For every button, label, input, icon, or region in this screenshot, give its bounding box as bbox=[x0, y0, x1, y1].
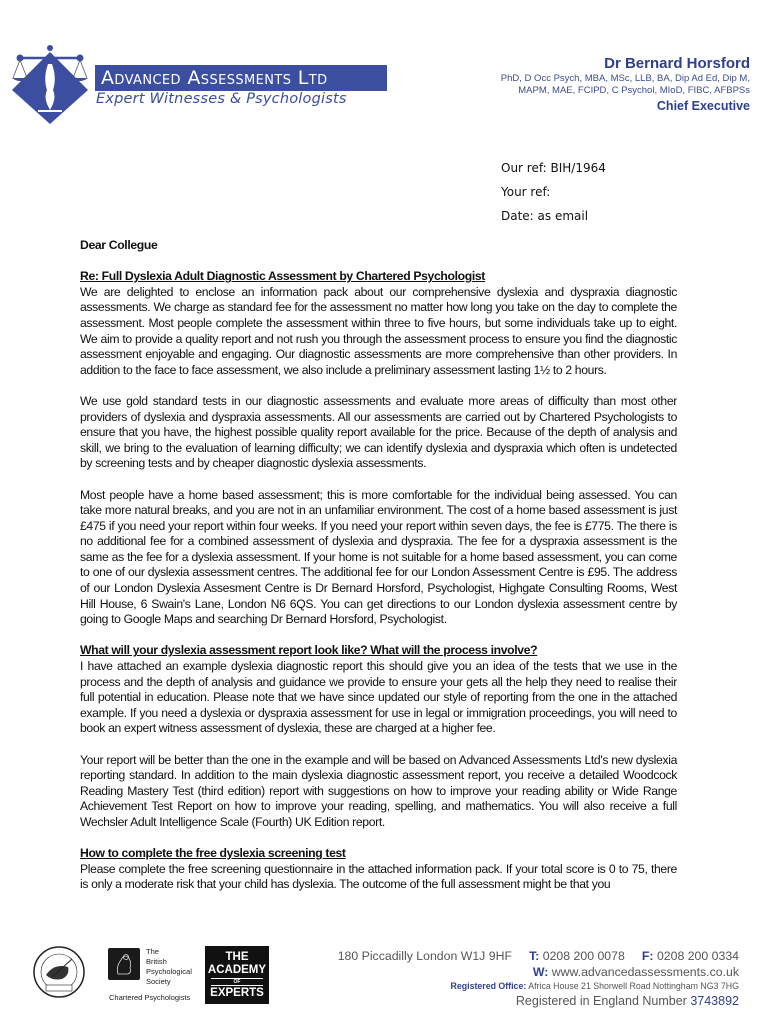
paragraph-intro: We are delighted to enclose an information pack about our comprehensive dyslexia and dyspraxia diagnostic assessments. We charge as standard fee for the assessment no matter how long you take on the day to complete the assessment. Most people complete the assessment within three to five hours, but some individuals take up to eight. We aim to provide a quality report and not rush you through the assessment process to ensure you find the diagnostic assessment enjoyable and engaging. Our diagnostic assessments are more comprehensive than other providers. In addition to the face to face assessment, we also include a preliminary assessment lasting 1½ to 2 hours. bbox=[80, 284, 677, 377]
website-link[interactable]: www.advancedassessments.co.uk bbox=[551, 965, 739, 979]
expert-witness-register-badge-icon bbox=[32, 945, 86, 999]
company-logo-icon bbox=[10, 38, 90, 124]
bps-logo-icon bbox=[108, 948, 140, 980]
company-tagline: Expert Witnesses & Psychologists bbox=[96, 91, 347, 107]
our-ref: Our ref: BIH/1964 bbox=[501, 161, 606, 175]
subject-heading: Re: Full Dyslexia Adult Diagnostic Assessment by Chartered Psychologist bbox=[80, 269, 485, 284]
executive-title: Chief Executive bbox=[656, 99, 750, 113]
executive-qualifications-2: MAPM, MAE, FCIPD, C Psychol, MIoD, FIBC, AFBPSs bbox=[518, 85, 750, 96]
your-ref: Your ref: bbox=[501, 185, 551, 199]
academy-of-experts-logo: THE ACADEMY OF EXPERTS bbox=[205, 946, 269, 1004]
section-heading-report: What will your dyslexia assessment report look like? What will the process involve? bbox=[80, 643, 538, 658]
tel-number[interactable]: 0208 200 0078 bbox=[542, 949, 625, 963]
fax-label: F: bbox=[641, 949, 654, 963]
letter-body bbox=[80, 238, 677, 893]
salutation: Dear Collegue bbox=[80, 238, 158, 252]
fax-number: 0208 200 0334 bbox=[656, 949, 739, 963]
reference-block bbox=[501, 156, 606, 228]
registered-office-address: Africa House 21 Shorwell Road Nottingham NG3 7HG bbox=[528, 981, 739, 991]
paragraph-example-report: I have attached an example dyslexia diagnostic report this should give you an idea of the tests that we use in the process and the depth of analysis and guidance we provide to ensure your gets all the help they need to realise their full potential in education. Please note that we have since updated our style of reporting from the one in the attached example. If you need a dyslexia or dyspraxia assessment for use in legal or immigration proceedings, you will need to book an expert witness assessment of dyslexia, these are charged at a higher fee. bbox=[80, 659, 677, 736]
footer-address: 180 Piccadilly London W1J 9HF bbox=[337, 949, 512, 963]
bps-subtitle: Chartered Psychologists bbox=[109, 993, 191, 1002]
company-name: Advanced Assessments Ltd bbox=[95, 65, 387, 91]
letter-date: Date: as email bbox=[501, 209, 589, 223]
paragraph-report-standard: Your report will be better than the one in the example and will be based on Advanced Assessments Ltd's new dyslexia reporting standard. In addition to the main dyslexia diagnostic assessment report, you receive a detailed Woodcock Reading Mastery Test (third edition) report with suggestions on how to improve your reading ability or Wide Range Achievement Test Report on how to improve your reading, spelling, and mathematics. You will also receive a full Wechsler Adult Intelligence Scale (Fourth) UK Edition report. bbox=[80, 752, 677, 829]
executive-qualifications-1: PhD, D Occ Psych, MBA, MSc, LLB, BA, Dip Ad Ed, Dip M, bbox=[500, 73, 750, 84]
section-heading-screening: How to complete the free dyslexia screening test bbox=[80, 846, 346, 861]
bps-name: The British Psychological Society bbox=[146, 947, 192, 986]
paragraph-tests: We use gold standard tests in our diagnostic assessments and evaluate more areas of difficulty than most other providers of dyslexia and dyspraxia assessments. All our assessments are carried out by Chartered Psychologists to ensure that you have, the highest possible quality report available for the price. Because of the depth of analysis and skill, we bring to the evaluation of learning difficulty; we can identify dyslexia and dyspraxia which often is undetected by screening tests and by cheaper diagnostic dyslexia assessments. bbox=[80, 393, 677, 471]
registered-in-label: Registered in England Number bbox=[515, 994, 687, 1008]
web-label: W: bbox=[532, 965, 549, 979]
executive-name: Dr Bernard Horsford bbox=[604, 55, 750, 72]
footer-contact bbox=[338, 948, 739, 1009]
paragraph-screening: Please complete the free screening questionnaire in the attached information pack. If your total score is 0 to 75, there is only a moderate risk that your child has dyslexia. The outcome of the full assessment might be that you bbox=[80, 861, 677, 892]
executive-block bbox=[501, 55, 750, 115]
registered-office-label: Registered Office: bbox=[450, 981, 527, 991]
tel-label: T: bbox=[529, 949, 540, 963]
company-number: 3743892 bbox=[690, 994, 739, 1008]
paragraph-fees: Most people have a home based assessment; this is more comfortable for the individual being assessed. You can take more natural breaks, and you are not in an unfamiliar environment. The cost of a home based assessment is just £475 if you need your report within four weeks. If you need your report within seven days, the fee is £775. The there is no additional fee for a combined assessment of dyslexia and dyspraxia. The fee for a dyspraxia assessment is the same as the fee for a dyslexia assessment. If your home is not suitable for a home based assessment, you can come to one of our dyslexia assessment centres. The additional fee for our London Assessment Centre is £95. The address of our London Dyslexia Assesment Centre is Dr Bernard Horsford, Psychologist, Highgate Consulting Rooms, West Hill House, 6 Swain's Lane, London N6 6QS. You can get directions to our London dyslexia assessment centre by going to Google Maps and searching Dr Bernard Horsford, Psychologist. bbox=[80, 487, 677, 627]
